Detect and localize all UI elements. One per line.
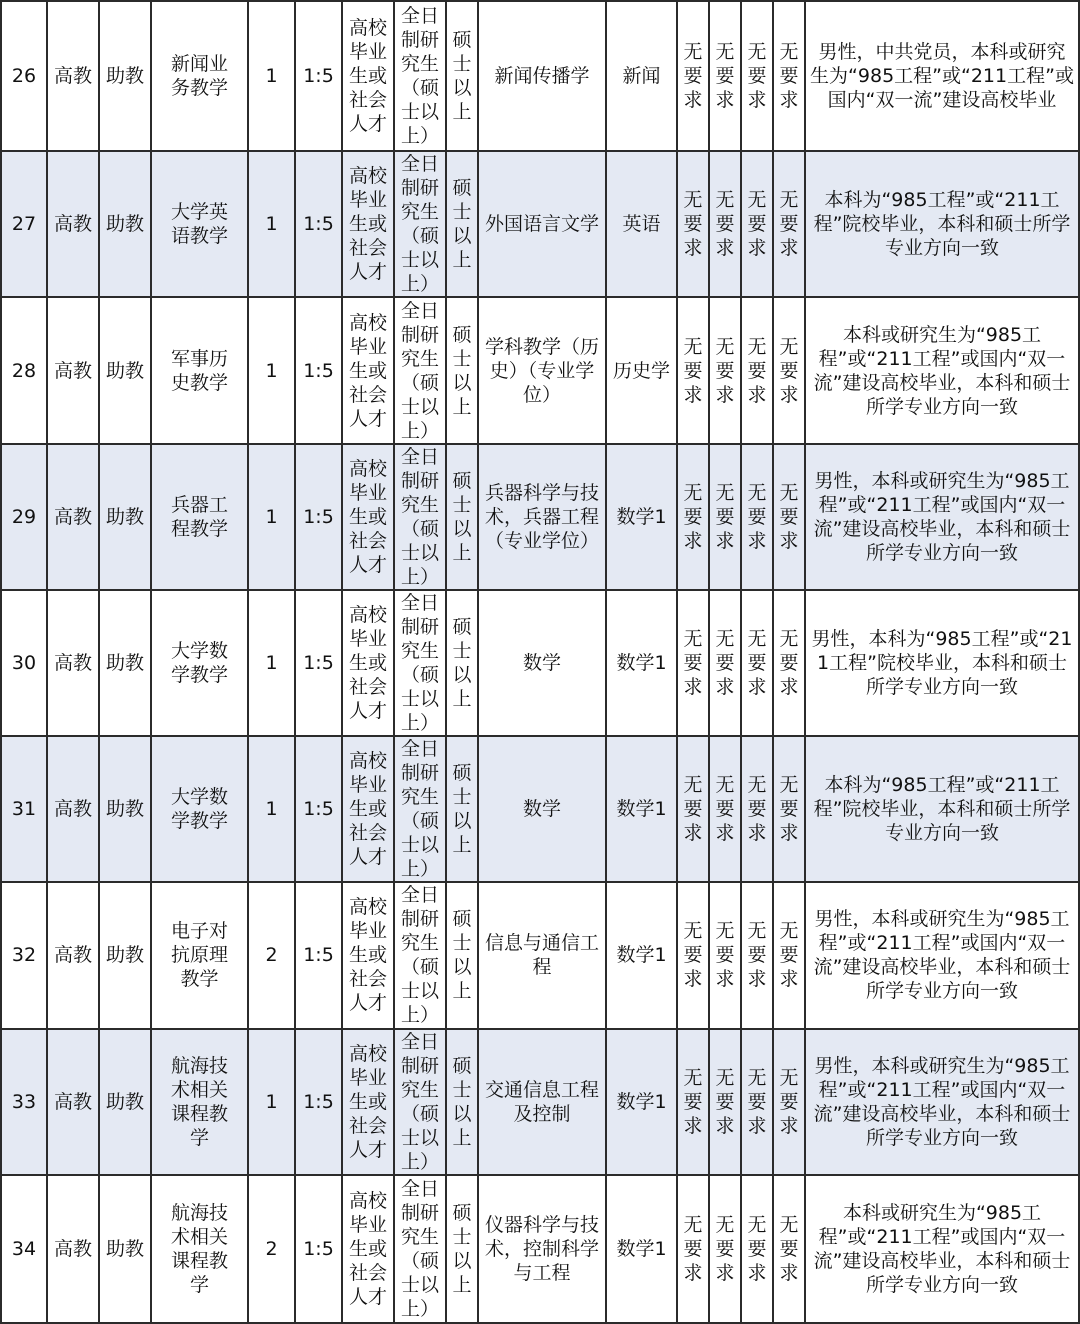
teaching-subject: 大学数学教学 <box>151 590 248 736</box>
major: 新闻传播学 <box>478 1 606 151</box>
candidate-source: 高校毕业生或社会人才 <box>342 1029 394 1175</box>
exam-subject: 数学1 <box>606 882 677 1028</box>
teaching-subject: 新闻业务教学 <box>151 1 248 151</box>
requirement-3: 无要求 <box>741 1175 773 1323</box>
requirement-2: 无要求 <box>709 151 741 297</box>
hiring-count: 1 <box>248 1 295 151</box>
requirement-2: 无要求 <box>709 1 741 151</box>
position-number: 29 <box>1 444 47 590</box>
study-mode: 全日制研究生（硕士以上） <box>394 1175 446 1323</box>
study-mode: 全日制研究生（硕士以上） <box>394 1029 446 1175</box>
candidate-source: 高校毕业生或社会人才 <box>342 736 394 882</box>
other-requirements: 本科或研究生为“985工程”或“211工程”或国内“双一流”建设高校毕业，本科和硕士所学专业方向一致 <box>805 1175 1079 1323</box>
hiring-count: 1 <box>248 297 295 443</box>
exam-ratio: 1:5 <box>295 444 342 590</box>
exam-subject: 数学1 <box>606 1029 677 1175</box>
candidate-source: 高校毕业生或社会人才 <box>342 297 394 443</box>
requirement-2: 无要求 <box>709 1175 741 1323</box>
teaching-subject: 大学数学教学 <box>151 736 248 882</box>
teaching-subject: 航海技术相关课程教学 <box>151 1029 248 1175</box>
degree-level: 硕士以上 <box>446 1175 478 1323</box>
position-title: 助教 <box>99 1175 151 1323</box>
teaching-subject: 兵器工程教学 <box>151 444 248 590</box>
study-mode: 全日制研究生（硕士以上） <box>394 1 446 151</box>
position-title: 助教 <box>99 882 151 1028</box>
degree-level: 硕士以上 <box>446 297 478 443</box>
exam-ratio: 1:5 <box>295 882 342 1028</box>
study-mode: 全日制研究生（硕士以上） <box>394 297 446 443</box>
position-title: 助教 <box>99 1 151 151</box>
teaching-subject: 航海技术相关课程教学 <box>151 1175 248 1323</box>
requirement-1: 无要求 <box>677 736 709 882</box>
requirement-3: 无要求 <box>741 151 773 297</box>
degree-level: 硕士以上 <box>446 736 478 882</box>
position-number: 27 <box>1 151 47 297</box>
candidate-source: 高校毕业生或社会人才 <box>342 444 394 590</box>
major: 兵器科学与技术，兵器工程（专业学位） <box>478 444 606 590</box>
requirement-4: 无要求 <box>773 1 805 151</box>
requirement-1: 无要求 <box>677 590 709 736</box>
position-category: 高教 <box>47 1175 99 1323</box>
other-requirements: 男性，本科或研究生为“985工程”或“211工程”或国内“双一流”建设高校毕业，本科和硕士所学专业方向一致 <box>805 444 1079 590</box>
major: 外国语言文学 <box>478 151 606 297</box>
position-category: 高教 <box>47 151 99 297</box>
position-title: 助教 <box>99 444 151 590</box>
position-category: 高教 <box>47 297 99 443</box>
candidate-source: 高校毕业生或社会人才 <box>342 1 394 151</box>
major: 仪器科学与技术，控制科学与工程 <box>478 1175 606 1323</box>
table-row <box>1 1 1079 151</box>
teaching-subject: 电子对抗原理教学 <box>151 882 248 1028</box>
requirement-1: 无要求 <box>677 1175 709 1323</box>
other-requirements: 男性，中共党员，本科或研究生为“985工程”或“211工程”或国内“双一流”建设高校毕业 <box>805 1 1079 151</box>
teaching-subject: 大学英语教学 <box>151 151 248 297</box>
study-mode: 全日制研究生（硕士以上） <box>394 590 446 736</box>
exam-ratio: 1:5 <box>295 590 342 736</box>
degree-level: 硕士以上 <box>446 444 478 590</box>
other-requirements: 本科为“985工程”或“211工程”院校毕业，本科和硕士所学专业方向一致 <box>805 736 1079 882</box>
requirement-1: 无要求 <box>677 297 709 443</box>
study-mode: 全日制研究生（硕士以上） <box>394 151 446 297</box>
requirement-1: 无要求 <box>677 1029 709 1175</box>
position-number: 31 <box>1 736 47 882</box>
candidate-source: 高校毕业生或社会人才 <box>342 590 394 736</box>
requirement-3: 无要求 <box>741 736 773 882</box>
position-number: 33 <box>1 1029 47 1175</box>
major: 交通信息工程及控制 <box>478 1029 606 1175</box>
position-title: 助教 <box>99 736 151 882</box>
table-body <box>1 1 1079 1323</box>
hiring-count: 1 <box>248 444 295 590</box>
other-requirements: 男性，本科为“985工程”或“211工程”院校毕业，本科和硕士所学专业方向一致 <box>805 590 1079 736</box>
study-mode: 全日制研究生（硕士以上） <box>394 736 446 882</box>
study-mode: 全日制研究生（硕士以上） <box>394 882 446 1028</box>
degree-level: 硕士以上 <box>446 1 478 151</box>
requirement-2: 无要求 <box>709 882 741 1028</box>
requirement-1: 无要求 <box>677 151 709 297</box>
requirement-3: 无要求 <box>741 1029 773 1175</box>
requirement-4: 无要求 <box>773 736 805 882</box>
position-title: 助教 <box>99 151 151 297</box>
degree-level: 硕士以上 <box>446 151 478 297</box>
major: 学科教学（历史）（专业学位） <box>478 297 606 443</box>
candidate-source: 高校毕业生或社会人才 <box>342 882 394 1028</box>
exam-ratio: 1:5 <box>295 1 342 151</box>
table-row <box>1 151 1079 297</box>
table-row <box>1 590 1079 736</box>
candidate-source: 高校毕业生或社会人才 <box>342 1175 394 1323</box>
hiring-count: 1 <box>248 736 295 882</box>
position-number: 34 <box>1 1175 47 1323</box>
teaching-subject: 军事历史教学 <box>151 297 248 443</box>
requirement-4: 无要求 <box>773 444 805 590</box>
table-row <box>1 444 1079 590</box>
position-category: 高教 <box>47 736 99 882</box>
major: 数学 <box>478 736 606 882</box>
table-row <box>1 1175 1079 1323</box>
position-category: 高教 <box>47 1 99 151</box>
position-title: 助教 <box>99 590 151 736</box>
requirement-2: 无要求 <box>709 736 741 882</box>
requirement-1: 无要求 <box>677 1 709 151</box>
position-category: 高教 <box>47 590 99 736</box>
exam-subject: 英语 <box>606 151 677 297</box>
hiring-count: 2 <box>248 882 295 1028</box>
requirement-4: 无要求 <box>773 882 805 1028</box>
requirement-2: 无要求 <box>709 444 741 590</box>
other-requirements: 本科或研究生为“985工程”或“211工程”或国内“双一流”建设高校毕业，本科和硕士所学专业方向一致 <box>805 297 1079 443</box>
hiring-count: 1 <box>248 1029 295 1175</box>
exam-subject: 新闻 <box>606 1 677 151</box>
exam-ratio: 1:5 <box>295 151 342 297</box>
other-requirements: 本科为“985工程”或“211工程”院校毕业，本科和硕士所学专业方向一致 <box>805 151 1079 297</box>
requirement-3: 无要求 <box>741 1 773 151</box>
requirement-3: 无要求 <box>741 297 773 443</box>
exam-subject: 数学1 <box>606 736 677 882</box>
other-requirements: 男性，本科或研究生为“985工程”或“211工程”或国内“双一流”建设高校毕业，本科和硕士所学专业方向一致 <box>805 882 1079 1028</box>
requirement-4: 无要求 <box>773 1029 805 1175</box>
position-number: 28 <box>1 297 47 443</box>
study-mode: 全日制研究生（硕士以上） <box>394 444 446 590</box>
requirement-4: 无要求 <box>773 590 805 736</box>
requirement-3: 无要求 <box>741 590 773 736</box>
position-category: 高教 <box>47 1029 99 1175</box>
exam-ratio: 1:5 <box>295 297 342 443</box>
table-row <box>1 1029 1079 1175</box>
exam-subject: 数学1 <box>606 444 677 590</box>
position-category: 高教 <box>47 444 99 590</box>
degree-level: 硕士以上 <box>446 1029 478 1175</box>
position-number: 26 <box>1 1 47 151</box>
major: 数学 <box>478 590 606 736</box>
degree-level: 硕士以上 <box>446 882 478 1028</box>
position-number: 32 <box>1 882 47 1028</box>
exam-subject: 数学1 <box>606 590 677 736</box>
major: 信息与通信工程 <box>478 882 606 1028</box>
position-category: 高教 <box>47 882 99 1028</box>
exam-ratio: 1:5 <box>295 1175 342 1323</box>
table-row <box>1 736 1079 882</box>
requirement-4: 无要求 <box>773 1175 805 1323</box>
requirement-4: 无要求 <box>773 151 805 297</box>
requirement-4: 无要求 <box>773 297 805 443</box>
requirement-1: 无要求 <box>677 444 709 590</box>
requirement-2: 无要求 <box>709 297 741 443</box>
requirement-2: 无要求 <box>709 1029 741 1175</box>
requirement-2: 无要求 <box>709 590 741 736</box>
candidate-source: 高校毕业生或社会人才 <box>342 151 394 297</box>
exam-subject: 数学1 <box>606 1175 677 1323</box>
requirement-3: 无要求 <box>741 444 773 590</box>
position-title: 助教 <box>99 1029 151 1175</box>
exam-subject: 历史学 <box>606 297 677 443</box>
exam-ratio: 1:5 <box>295 736 342 882</box>
table-row <box>1 882 1079 1028</box>
degree-level: 硕士以上 <box>446 590 478 736</box>
exam-ratio: 1:5 <box>295 1029 342 1175</box>
position-title: 助教 <box>99 297 151 443</box>
requirement-1: 无要求 <box>677 882 709 1028</box>
position-number: 30 <box>1 590 47 736</box>
table-row <box>1 297 1079 443</box>
hiring-count: 1 <box>248 590 295 736</box>
hiring-count: 1 <box>248 151 295 297</box>
hiring-count: 2 <box>248 1175 295 1323</box>
other-requirements: 男性，本科或研究生为“985工程”或“211工程”或国内“双一流”建设高校毕业，本科和硕士所学专业方向一致 <box>805 1029 1079 1175</box>
requirement-3: 无要求 <box>741 882 773 1028</box>
